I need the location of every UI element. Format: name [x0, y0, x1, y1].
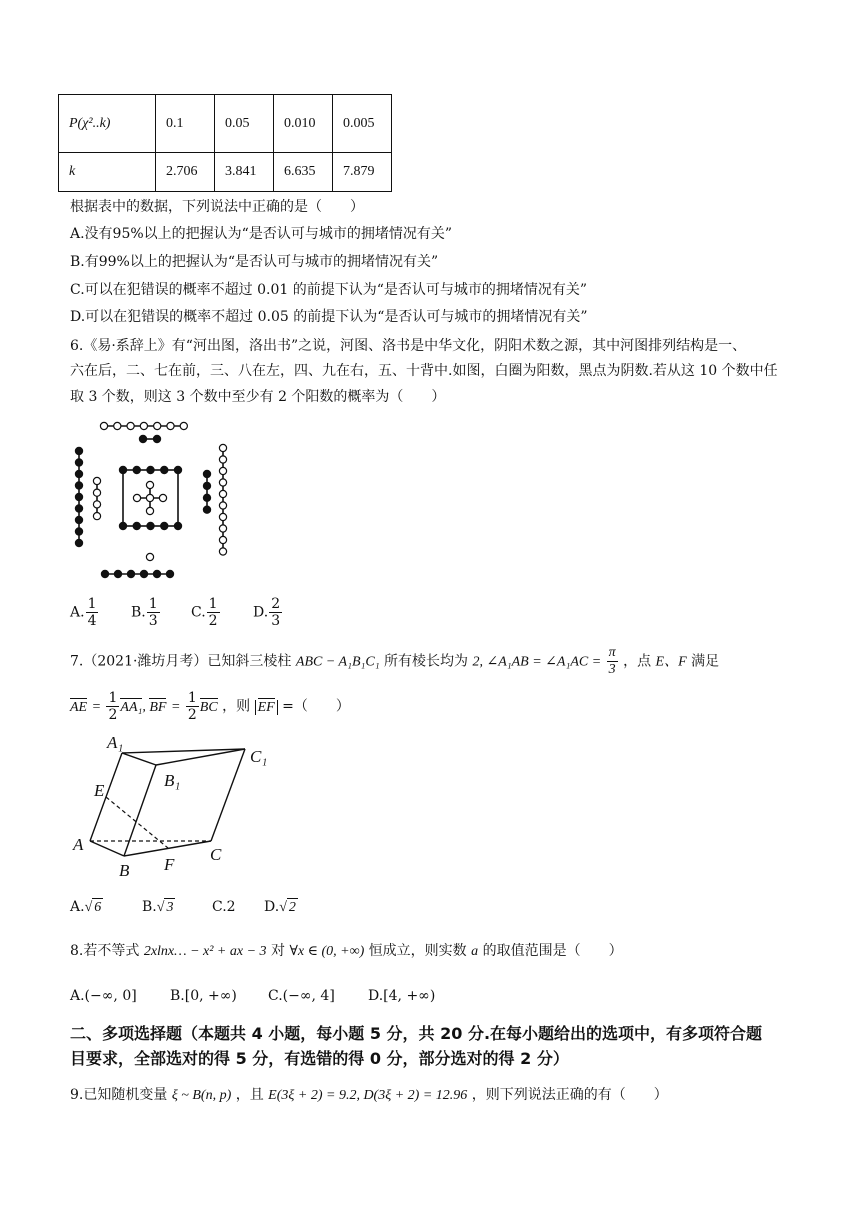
option-letter: B. [131, 604, 146, 621]
q7-text-line2: AE = $\frac{1}{2}$ AA₁, BF = $\frac{1}{2}$ BC ，则 EF =（ ） [70, 690, 350, 723]
q5-option-a: A.没有95%以上的把握认为“是否认可与城市的拥堵情况有关” [70, 226, 452, 242]
fraction [186, 690, 199, 723]
q8-option-a: A.(−∞, 0] [70, 988, 137, 1004]
white-dot [167, 422, 174, 429]
section-heading-line1: 二、多项选择题（本题共 4 小题，每小题 5 分，共 20 分.在每小题给出的选项中，有多项符合题 [70, 1024, 763, 1043]
q5-option-c: C.可以在犯错误的概率不超过 0.01 的前提下认为“是否认可与城市的拥堵情况有关” [70, 282, 588, 298]
option-letter: B. [142, 899, 157, 915]
q8-prefix: 8.若不等式 [70, 943, 140, 959]
fraction [207, 596, 220, 629]
black-dot [75, 482, 82, 489]
black-dot [174, 466, 181, 473]
angle-condition: 2, ∠A₁AB = ∠A₁AC = [472, 654, 602, 670]
inequality: 2xlnx… − x² + ax − 3 [143, 944, 267, 959]
black-dot [101, 570, 108, 577]
option-letter: C. [191, 604, 206, 621]
q6-text-line1: 6.《易·系辞上》有“河出图，洛出书”之说，河图、洛书是中华文化，阴阳术数之源，其中河图排列结构是一、 [70, 338, 747, 354]
black-dot [133, 522, 140, 529]
prism-name: ABC − A₁B₁C₁ [295, 654, 380, 670]
table-cell: 0.010 [274, 95, 333, 153]
q9-text-mid: ，且 [235, 1087, 264, 1103]
pi-fraction [607, 645, 618, 678]
white-dot [219, 490, 226, 497]
q5-option-b: B.有99%以上的把握认为“是否认可与城市的拥堵情况有关” [70, 254, 439, 270]
vector-ae: AE [70, 699, 88, 715]
numerator: 2 [271, 596, 281, 612]
sqrt: √ 3 [156, 900, 174, 915]
white-dot [219, 479, 226, 486]
white-dot [219, 548, 226, 555]
black-dot [119, 522, 126, 529]
numerator: 1 [187, 690, 197, 706]
black-dot [140, 570, 147, 577]
q7-text: 满足 [691, 653, 720, 670]
option-letter: A. [70, 899, 85, 915]
white-dot [93, 489, 100, 496]
white-dot [146, 494, 153, 501]
denominator: 3 [607, 661, 618, 678]
black-dot [75, 516, 82, 523]
denominator: 4 [87, 613, 97, 629]
domain: ∀x ∈ (0, +∞) [289, 944, 365, 959]
white-dot [146, 507, 153, 514]
q9-text [70, 1086, 668, 1105]
black-dot [75, 470, 82, 477]
q7-option-b [142, 898, 175, 917]
black-dot [153, 435, 160, 442]
q7-text: 所有棱长均为 [384, 653, 469, 670]
edge-bc [124, 841, 211, 856]
q7-text: =（ ） [282, 698, 350, 715]
numerator: 1 [208, 596, 218, 612]
radicand: 3 [166, 900, 174, 915]
label-c: C [210, 845, 222, 864]
variable-a: a [471, 944, 479, 959]
white-dot [154, 422, 161, 429]
q7-text: ，点 [623, 653, 652, 670]
sqrt: √ 2 [279, 900, 296, 915]
black-dot [139, 435, 146, 442]
black-dot [75, 459, 82, 466]
white-dot [180, 422, 187, 429]
q7-option-a [70, 898, 103, 917]
edge-c1c [211, 749, 245, 841]
q8-option-c: C.(−∞, 4] [268, 988, 335, 1004]
white-dot [133, 494, 140, 501]
table-cell: k [59, 153, 156, 192]
radicand: 2 [288, 900, 296, 915]
q8-suffix: 的取值范围是（ ） [482, 943, 623, 959]
table-cell: 0.1 [156, 95, 215, 153]
q6-option-c [191, 596, 221, 629]
white-dot [219, 456, 226, 463]
table-cell: 0.05 [215, 95, 274, 153]
distribution: ξ ~ B(n, p) [171, 1088, 232, 1103]
black-dot [127, 570, 134, 577]
option-letter: D. [253, 604, 269, 621]
q8-text-mid: 对 [271, 943, 285, 959]
condition: E(3ξ + 2) = 9.2, D(3ξ + 2) = 12.96 [268, 1088, 468, 1103]
table-row [59, 95, 392, 153]
label-f: F [164, 855, 175, 874]
label-a: A [73, 835, 84, 854]
black-dot [75, 505, 82, 512]
q5-stem: 根据表中的数据，下列说法中正确的是（ ） [70, 199, 364, 215]
denominator: 2 [108, 707, 118, 723]
table-cell: 3.841 [215, 153, 274, 192]
black-dot [75, 493, 82, 500]
white-dot [140, 422, 147, 429]
radicand: 6 [94, 900, 102, 915]
q7-text: ，则 [222, 698, 251, 715]
q5-option-d: D.可以在犯错误的概率不超过 0.05 的前提下认为“是否认可与城市的拥堵情况有关” [70, 309, 588, 325]
white-dot [219, 502, 226, 509]
black-dot [161, 522, 168, 529]
q6-text-line3: 取 3 个数，则这 3 个数中至少有 2 个阳数的概率为（ ） [70, 389, 446, 405]
black-dot [153, 570, 160, 577]
segment-ef [106, 797, 168, 848]
q6-text-line2: 六在后，二、七在前，三、八在左，四、九在右，五、十背中.如图，白圈为阳数，黑点为阴数.若从这 10 个数中任 [70, 363, 778, 379]
q6-option-d [253, 596, 283, 629]
black-dot [75, 539, 82, 546]
white-dot [219, 444, 226, 451]
table-cell: 2.706 [156, 153, 215, 192]
black-dot [166, 570, 173, 577]
vector-ef: EF [257, 699, 275, 715]
fraction [86, 596, 99, 629]
option-letter: A. [70, 604, 85, 621]
q8-option-d: D.[4, +∞) [368, 988, 436, 1004]
denominator: 3 [148, 613, 158, 629]
sqrt: √ 6 [84, 900, 102, 915]
table-cell: 6.635 [274, 153, 333, 192]
label-c1: C₁ [250, 747, 268, 766]
white-dot [93, 501, 100, 508]
denominator: 2 [208, 613, 218, 629]
black-dot [75, 447, 82, 454]
vector-bf: BF [149, 699, 167, 715]
fraction [106, 690, 119, 723]
q6-option-a [70, 596, 99, 629]
table-row [59, 153, 392, 192]
black-dot [114, 570, 121, 577]
white-dot [100, 422, 107, 429]
q7-prefix: 7.（2021·潍坊月考）已知斜三棱柱 [70, 653, 292, 670]
denominator: 3 [271, 613, 281, 629]
label-a1: A₁ [107, 733, 124, 752]
q7-option-d [264, 898, 298, 917]
q8-text-mid2: 恒成立，则实数 [368, 943, 467, 959]
fraction [269, 596, 282, 629]
vector-bc: BC [199, 699, 218, 715]
q9-prefix: 9.已知随机变量 [70, 1087, 168, 1103]
q8-text [70, 942, 623, 961]
option-letter: C. [212, 899, 227, 915]
denominator: 2 [187, 707, 197, 723]
numerator: 1 [148, 596, 158, 612]
white-dot [146, 553, 153, 560]
hetu-diagram [68, 415, 238, 585]
table-cell: P(χ²..k) [59, 95, 156, 153]
q7-option-c [212, 898, 236, 916]
prism-diagram [70, 730, 280, 885]
black-dot [147, 522, 154, 529]
white-dot [93, 477, 100, 484]
white-dot [219, 467, 226, 474]
vector-aa1: AA₁ [120, 699, 143, 715]
table-cell: 7.879 [333, 153, 392, 192]
black-dot [174, 522, 181, 529]
q8-option-b: B.[0, +∞) [170, 988, 237, 1004]
white-dot [146, 481, 153, 488]
label-b: B [119, 861, 130, 880]
white-dot [219, 536, 226, 543]
fraction [147, 596, 160, 629]
edge-b1b [124, 765, 156, 856]
label-e: E [94, 781, 105, 800]
black-dot [133, 466, 140, 473]
black-dot [147, 466, 154, 473]
probability-table [58, 94, 392, 192]
numerator: 1 [87, 596, 97, 612]
numerator: 1 [108, 690, 118, 706]
option-letter: D. [264, 899, 280, 915]
label-b1: B₁ [164, 771, 181, 790]
white-dot [114, 422, 121, 429]
white-dot [219, 525, 226, 532]
black-dot [119, 466, 126, 473]
option-value: 2 [226, 899, 236, 915]
q9-suffix: ，则下列说法正确的有（ ） [471, 1087, 668, 1103]
section-heading-line2: 目要求，全部选对的得 5 分，有选错的得 0 分，部分选对的得 2 分） [70, 1049, 569, 1068]
black-dot [203, 494, 210, 501]
white-dot [219, 513, 226, 520]
black-dot [203, 482, 210, 489]
q6-option-b [131, 596, 161, 629]
q7-text-line1 [70, 645, 719, 678]
numerator: π [608, 645, 616, 660]
black-dot [203, 506, 210, 513]
edge-a1b1 [122, 753, 156, 765]
black-dot [203, 470, 210, 477]
point-names: E、F [655, 654, 687, 670]
white-dot [127, 422, 134, 429]
black-dot [161, 466, 168, 473]
black-dot [75, 528, 82, 535]
edge-ab [90, 841, 124, 856]
white-dot [159, 494, 166, 501]
white-dot [93, 513, 100, 520]
table-cell: 0.005 [333, 95, 392, 153]
